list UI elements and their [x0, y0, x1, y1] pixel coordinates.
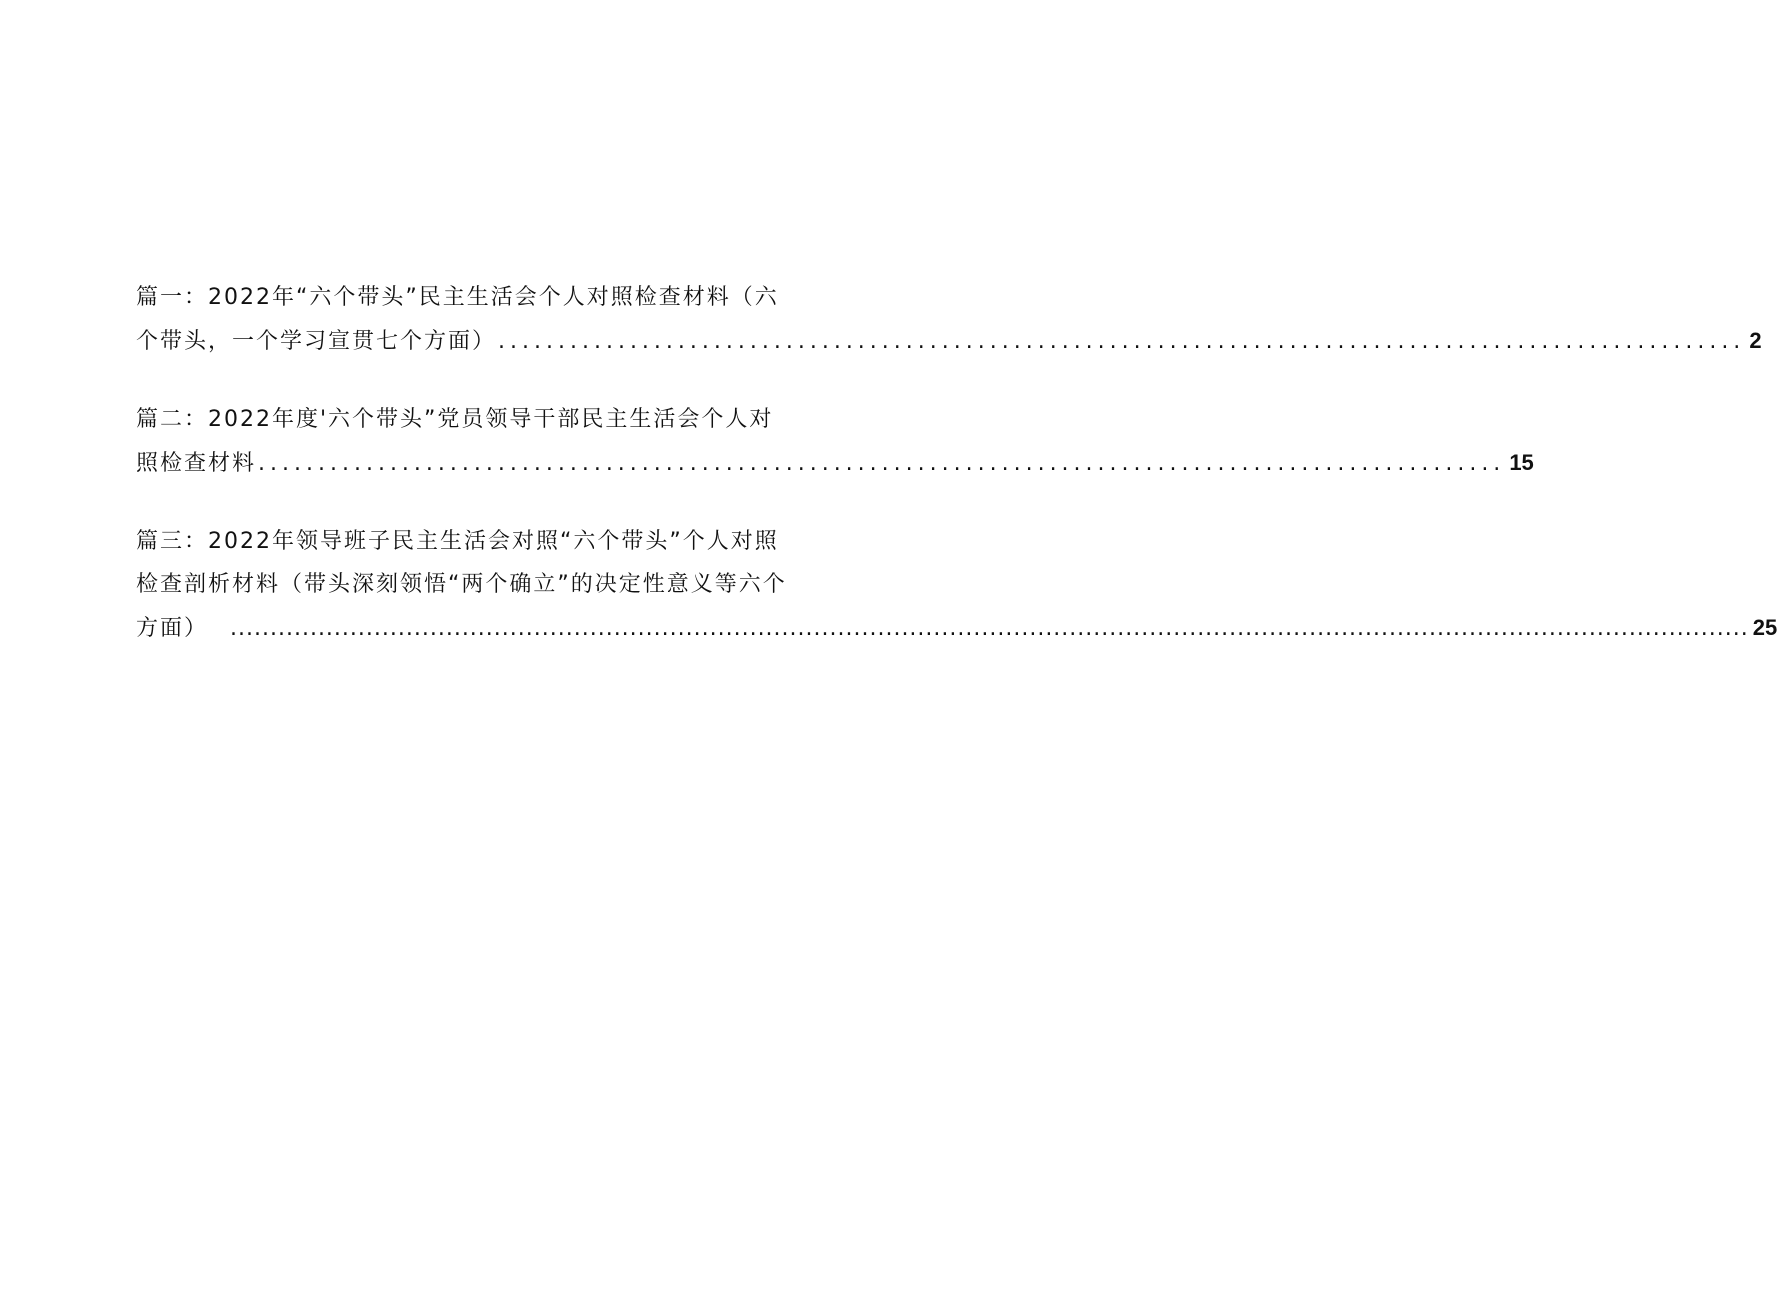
toc-entry-last-line: [136, 319, 1762, 363]
dot-leader: ........................................................................................................: [498, 329, 1746, 354]
toc-entry-title-line: 方面）: [136, 616, 209, 641]
toc-entry-1[interactable]: [136, 276, 1762, 363]
toc-entry-last-line: [136, 606, 1777, 650]
toc-page-number: 15: [1509, 450, 1534, 475]
toc-entry-2[interactable]: [136, 398, 1534, 485]
toc-entry-title-line: 篇一：2022年“六个带头”民主生活会个人对照检查材料（六: [136, 285, 779, 310]
toc-page-number: 2: [1749, 328, 1762, 353]
toc-entry-last-line: [136, 441, 1534, 485]
toc-page-number: 25: [1752, 615, 1777, 640]
toc-entry-title-line: 个带头，一个学习宣贯七个方面）: [136, 329, 497, 354]
table-of-contents: [136, 276, 1777, 650]
toc-entry-title-line: 检查剖析材料（带头深刻领悟“两个确立”的决定性意义等六个: [136, 572, 787, 597]
toc-entry-3[interactable]: [136, 520, 1777, 650]
toc-entry-title-line: 篇三：2022年领导班子民主生活会对照“六个带头”个人对照: [136, 529, 779, 554]
toc-entry-title-line: 照检查材料: [136, 451, 257, 476]
dot-leader: ..............................................................................................................................................................................................: [230, 616, 1749, 641]
toc-entry-title-line: 篇二：2022年度'六个带头”党员领导干部民主生活会个人对: [136, 407, 774, 432]
dot-leader: ........................................................................................................: [258, 451, 1506, 476]
